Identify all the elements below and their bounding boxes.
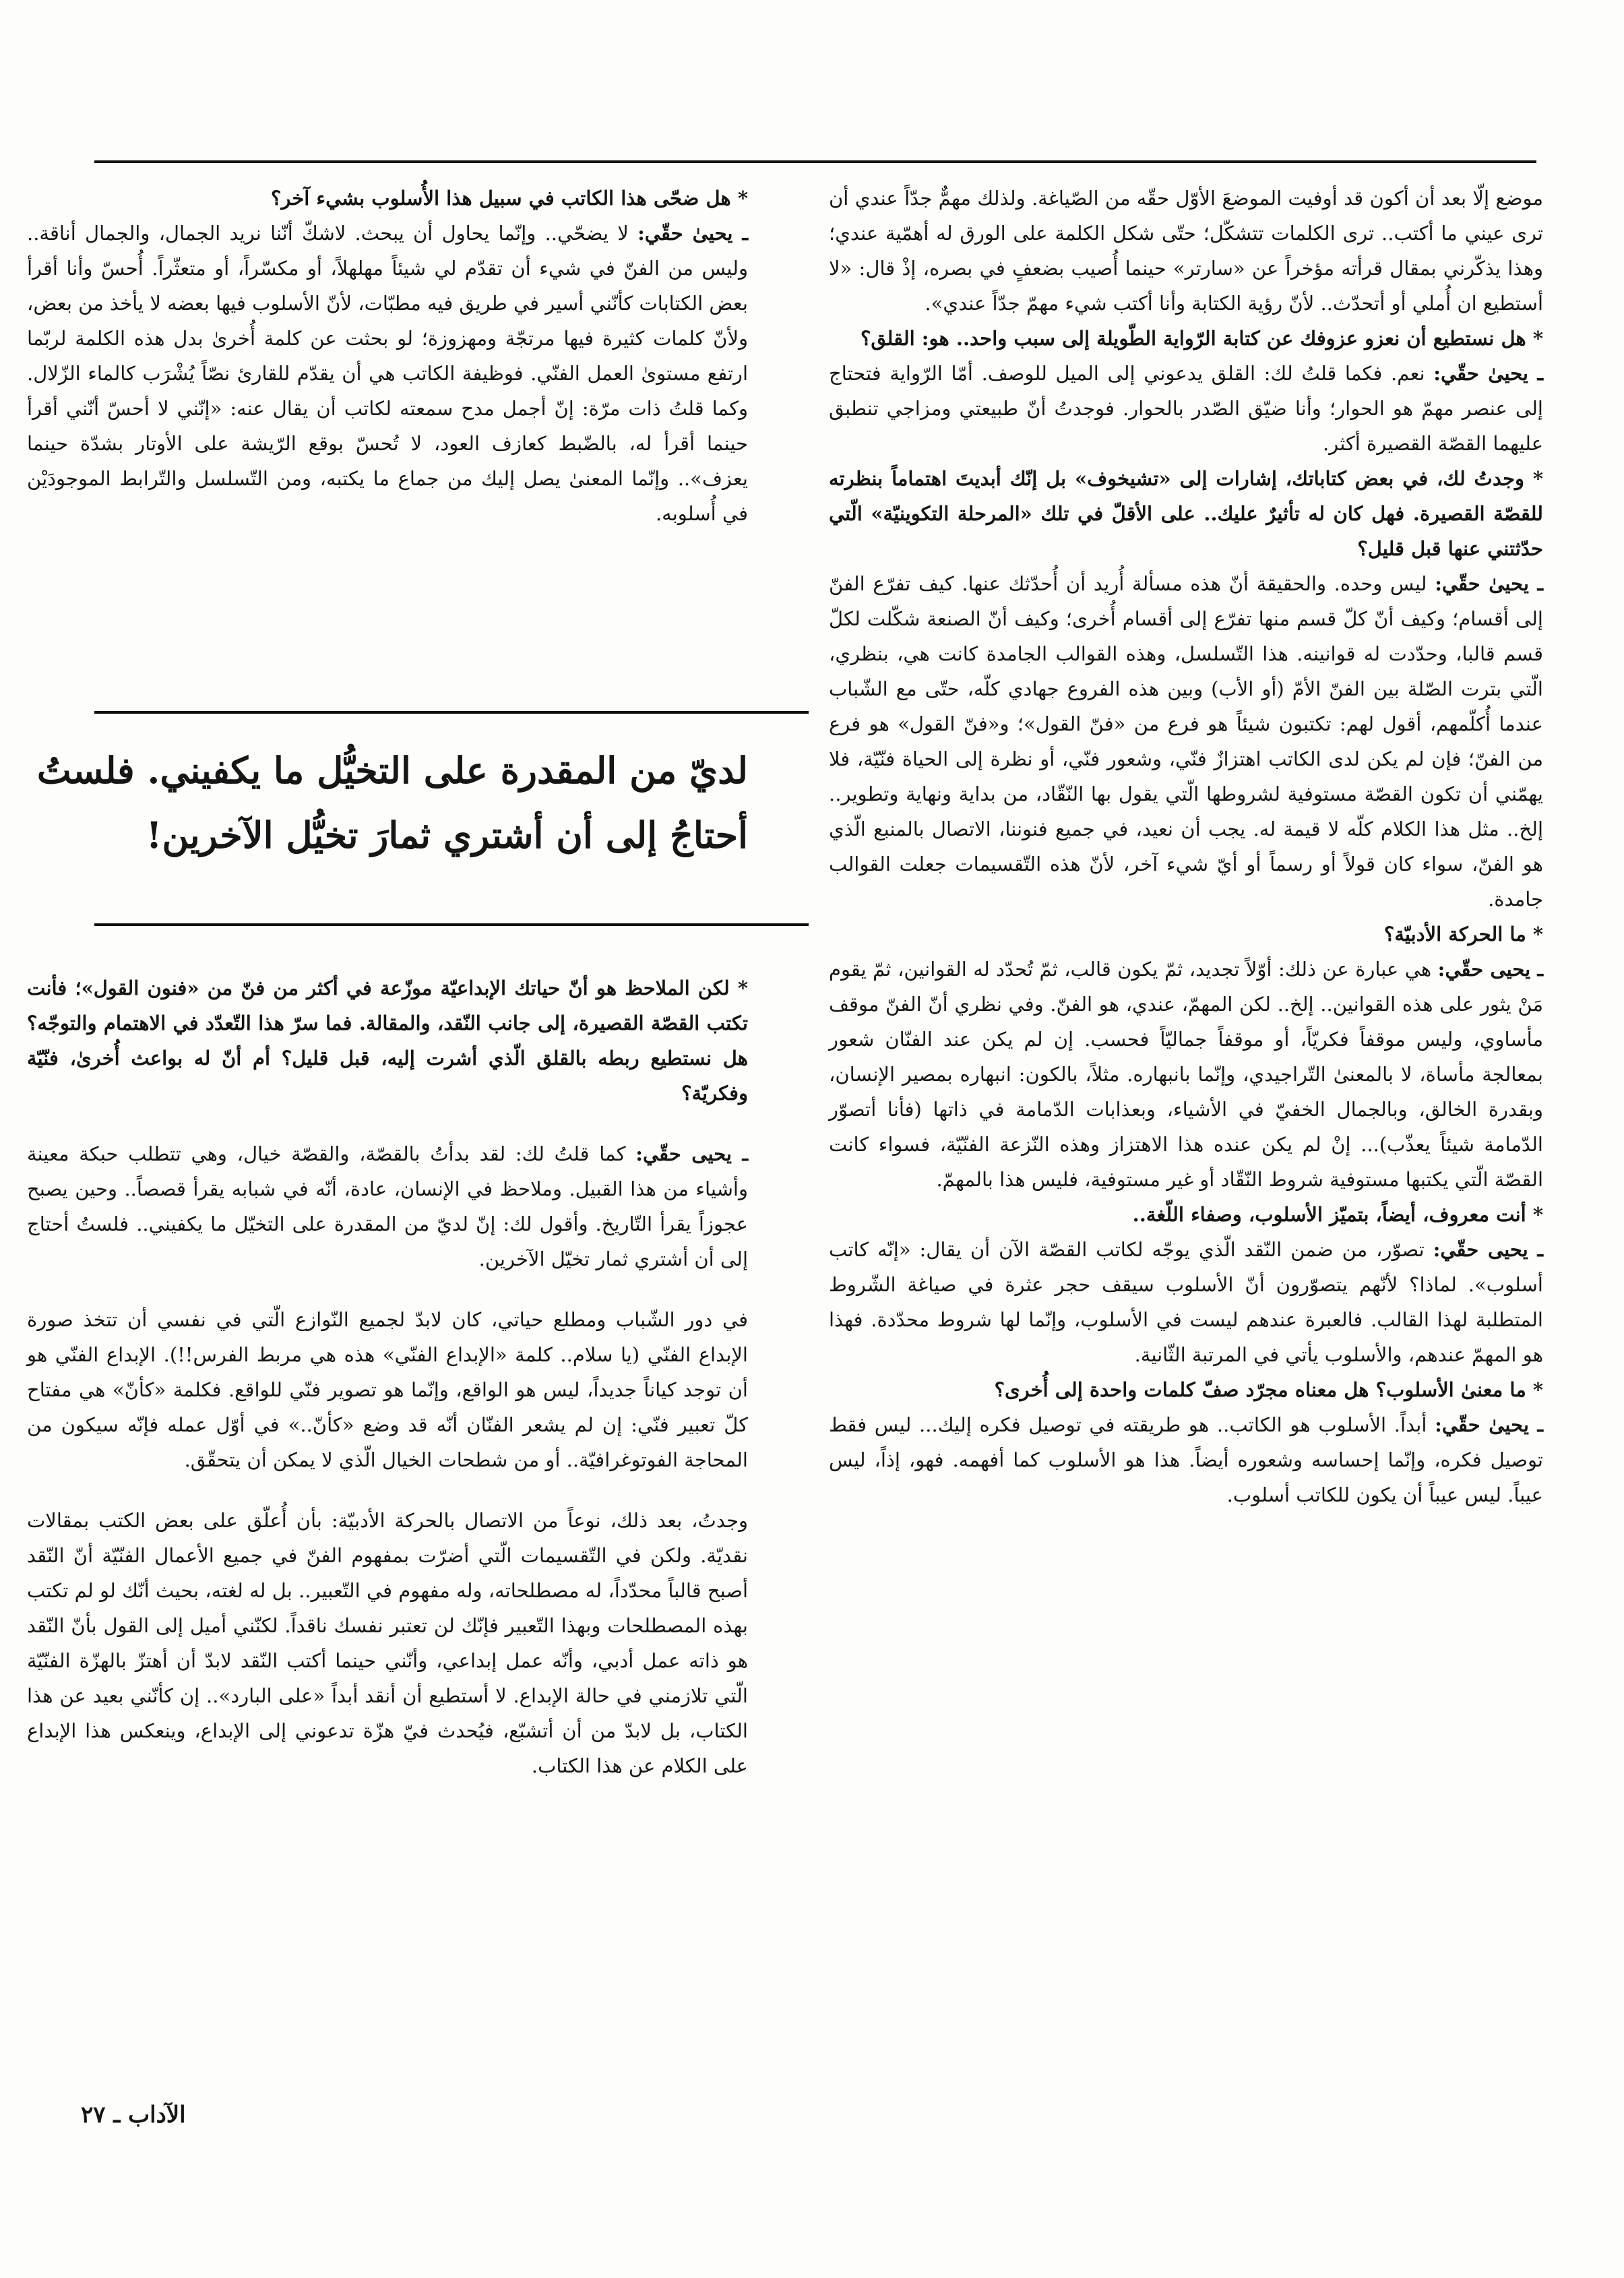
answer-text: هي عبارة عن ذلك: أوّلاً تجديد، ثمّ يكون قالب، ثمّ تُحدّد له القوانين، ثمّ يقوم مَنْ يثور على هذه القوانين.. إلخ.. لكن المهمّ، عندي، هو الفنّ. وفي نظري أنّ الفنّ موقف مأساوي، وليس موقفاً فكريّاً، أو موقفاً جماليّاً فحسب. إن لم يكن عند الفنّان شعور بمعالجة مأساة، لا بالمعنىٰ التّراجيدي، وإنّما بانبهاره. مثلاً، بالكون: انبهاره بمصير الإنسان، وبقدرة الخالق، وبالجمال الخفيّ في الأشياء، وبعذابات الدّمامة في ذاتها (فأنا أتصوّر الدّمامة شيئاً يعذّب)... إنْ لم يكن عنده هذا الاهتزاز وهذه النّزعة الفنّيّة، فسواء كانت القصّة الّتي يكتبها مستوفية شروط النّقّاد أو غير مستوفية، فليس هذا بالمهمّ. bbox=[829, 958, 1544, 1191]
speaker-label: ـ يحيى حقّي: bbox=[1433, 1238, 1544, 1261]
interview-question: * هل نستطيع أن نعزو عزوفك عن كتابة الرّواية الطّويلة إلى سبب واحد.. هو: القلق؟ bbox=[860, 327, 1543, 350]
left-column-bottom bbox=[27, 971, 748, 1783]
answer-text: لا يضحّي.. وإنّما يحاول أن يبحث. لاشكّ أنّنا نريد الجمال، والجمال أناقة.. وليس من الفنّ في شيء أن تقدّم لي شيئاً مهلهلاً، أو مكسّراً، أو متعثّراً. أُحسّ وأنا أقرأ بعض الكتابات كأنّني أسير في طريق فيه مطبّات، لأنّ الأسلوب فيها بعضه لا يأخذ من بعض، ولأنّ كلمات كثيرة فيها مرتجّة ومهزوزة؛ لو بحثت عن كلمة أُخرىٰ بدل هذه الكلمة لربّما ارتفع مستوىٰ العمل الفنّي. فوظيفة الكاتب هي أن يقدّم للقارئ نصّاً يُشْرَب كالماء الزّلال. وكما قلتُ ذات مرّة: إنّ أجمل مدح سمعته لكاتب أن يقال عنه: «إنّني لا أحسّ أنّني أقرأ حينما أقرأ له، بالضّبط كعازف العود، لا تُحسّ بوقع الرّيشة على الأوتار بشدّة حينما يعزف».. وإنّما المعنىٰ يصل إليك من جماع ما يكتبه، ومن التّسلسل والتّرابط الموجودَيْن في أُسلوبه. bbox=[27, 222, 748, 525]
right-column bbox=[829, 181, 1543, 1512]
speaker-label: ـ يحيى حقّي: bbox=[635, 1142, 749, 1165]
interview-answer bbox=[27, 1136, 748, 1276]
interview-answer bbox=[27, 216, 748, 531]
answer-text: تصوّر، من ضمن النّقد الّذي يوجّه لكاتب القصّة الآن أن يقال: «إنّه كاتب أسلوب». لماذا؟ لأنّهم يتصوّرون أنّ الأسلوب سيقف حجر عثرة في صياغة الشّروط المتطلبة لهذا القالب. فالعبرة عندهم ليست في الأسلوب، وإنّما لها شروط محدّدة. فهذا هو المهمّ عندهم، والأسلوب يأتي في المرتبة الثّانية. bbox=[829, 1238, 1543, 1366]
interview-question: * ما الحركة الأدبيّة؟ bbox=[1383, 923, 1543, 946]
interview-answer bbox=[829, 1407, 1543, 1512]
left-column-top bbox=[27, 181, 748, 531]
page-footer: الآداب ـ ٢٧ bbox=[81, 2101, 186, 2128]
interview-question: * ما معنىٰ الأسلوب؟ هل معناه مجرّد صفّ كلمات واحدة إلى أُخرى؟ bbox=[994, 1378, 1543, 1401]
top-rule bbox=[94, 160, 1536, 163]
interview-answer bbox=[829, 1232, 1543, 1372]
speaker-label: ـ يحيىٰ حقّي: bbox=[637, 222, 749, 245]
paragraph: وجدتُ، بعد ذلك، نوعاً من الاتصال بالحركة الأدبيّة: بأن أُعلّق على بعض الكتب بمقالات نقديّة. ولكن في التّقسيمات الّتي أضرّت بمفهوم الفنّ في جميع الأعمال الفنّيّة أنّ النّقد أصبح قالباً محدّداً، له مصطلحاته، وله مفهوم في التّعبير.. بل له لغته، بحيث أنّك لو لم تكتب بهذه المصطلحات وبهذا التّعبير فإنّك لن تعتبر نفسك ناقداً. لكنّني أميل إلى القول بأنّ النّقد هو ذاته عمل أدبي، وأنّه عمل إبداعي، وأنّني حينما أكتب النّقد لابدّ أن أهتزّ بالهزّة الفنّيّة الّتي تلازمني في حالة الإبداع. لا أستطيع أن أنقد أبداً «على البارد».. إن كأنّني بعيد عن هذا الكتاب، بل لابدّ من أن أتشبّع، فيُحدث فيّ هزّة تدعوني إلى الإبداع، وينعكس هذا الإبداع على الكلام عن هذا الكتاب. bbox=[27, 1509, 748, 1777]
pull-quote: لديّ من المقدرة على التخيُّل ما يكفيني. فلستُ أحتاجُ إلى أن أشتري ثمارَ تخيُّل الآخرين! bbox=[36, 749, 748, 857]
answer-text: أبداً. الأسلوب هو الكاتب.. هو طريقته في توصيل فكره إليك... ليس فقط توصيل فكره، وإنّما إحساسه وشعوره أيضاً. هذا هو الأسلوب كما أفهمه. فهو، إذاً، ليس عيباً. ليس عيباً أن يكون للكاتب أسلوب. bbox=[829, 1413, 1543, 1506]
pull-quote-bottom-rule bbox=[94, 923, 809, 926]
paragraph: في دور الشّباب ومطلع حياتي، كان لابدّ لجميع النّوازع الّتي في نفسي أن تتخذ صورة الإبداع الفنّي (يا سلام.. كلمة «الإبداع الفنّي» هذه هي مربط الفرس!!). الإبداع الفنّي هو أن توجد كياناً جديداً، ليس هو الواقع، وإنّما هو تصوير فنّي للواقع. فكلمة «كأنّ» هي مفتاح كلّ تعبير فنّي: إن لم يشعر الفنّان أنّه قد وضع «كأنّ..» في أوّل عمله فإنّه سيكون من المحاجة الفوتوغرافيّة.. أو من شطحات الخيال الّذي لا يمكن أن يتحقّق. bbox=[27, 1308, 748, 1471]
interview-question: * وجدتُ لك، في بعض كتاباتك، إشارات إلى «تشيخوف» بل إنّك أبديتَ اهتماماً بنظرته للقصّة القصيرة. فهل كان له تأثيرٌ عليك.. على الأقلّ في تلك «المرحلة التكوينيّة» الّتي حدّثتني عنها قبل قليل؟ bbox=[829, 467, 1543, 560]
interview-answer bbox=[829, 952, 1543, 1197]
speaker-label: ـ يحيىٰ حقّي: bbox=[1435, 572, 1544, 595]
interview-question: * هل ضحّى هذا الكاتب في سبيل هذا الأُسلوب بشيء آخر؟ bbox=[270, 187, 748, 210]
interview-question: * أنت معروف، أيضاً، بتميّز الأسلوب، وصفاء اللّغة.. bbox=[1132, 1203, 1543, 1226]
speaker-label: ـ يحيىٰ حقّي: bbox=[1435, 1413, 1544, 1436]
answer-text: ليس وحده. والحقيقة أنّ هذه مسألة أُريد أن أُحدّثك عنها. كيف تفرّع الفنّ إلى أقسام؛ وكيف أنّ كلّ قسم منها تفرّع إلى أقسام أُخرى؛ وكيف أنّ الصنعة شكّلت لكلّ قسم قالبا، وحدّدت له قوانينه. هذا التّسلسل، وهذه القوالب الجامدة كانت هي، بنظري، الّتي بترت الصّلة بين الفنّ الأمّ (أو الأب) وبين هذه الفروع جهادي كلّه، حتّى مع الشّباب عندما أُكلّمهم، أقول لهم: تكتبون شيئاً هو فرع من «فنّ القول»؛ و«فنّ القول» هو فرع من الفنّ؛ فإن لم يكن لدى الكاتب اهتزازٌ فنّي، وشعور فنّي، أو نظرة إلى الحياة فنّيّة، فلا يهمّني أن تكون القصّة مستوفية لشروطها الّتي يقول بها النّقّاد، من بداية ونهاية وتطوير.. إلخ.. مثل هذا الكلام كلّه لا قيمة له. يجب أن نعيد، في جميع فنوننا، الاتصال بالمنبع الّذي هو الفنّ، سواء كان قولاً أو رسماً أو أيّ شيء آخر، لأنّ هذه التّقسيمات جعلت القوالب جامدة. bbox=[829, 572, 1544, 911]
answer-text: كما قلتُ لك: لقد بدأتُ بالقصّة، والقصّة خيال، وهي تتطلب حبكة معينة وأشياء من هذا القبيل. وملاحظ في الإنسان، عادة، أنّه في شبابه يقرأ قصصاً.. وحين يصبح عجوزاً يقرأ التّاريخ. وأقول لك: إنّ لديّ من المقدرة على التخيّل ما يكفيني.. فلستُ أحتاج إلى أن أشتري ثمار تخيّل الآخرين. bbox=[27, 1142, 748, 1270]
interview-question: * لكن الملاحظ هو أنّ حياتك الإبداعيّة موزّعة في أكثر من فنّ من «فنون القول»؛ فأنت تكتب القصّة القصيرة، إلى جانب النّقد، والمقالة. فما سرّ هذا التّعدّد في الاهتمام والتوجّه؟ هل نستطيع ربطه بالقلق الّذي أشرت إليه، قبل قليل؟ أم أنّ له بواعث أُخرىٰ، فنّيّة وفكريّة؟ bbox=[27, 977, 748, 1105]
answer-text: نعم. فكما قلتُ لك: القلق يدعوني إلى الميل للوصف. أمّا الرّواية فتحتاج إلى عنصر مهمّ هو الحوار؛ وأنا ضيّق الصّدر بالحوار. فوجدتُ أنّ طبيعتي ومزاجي تنطبق عليهما القصّة القصيرة أكثر. bbox=[829, 362, 1543, 455]
speaker-label: ـ يحيى حقّي: bbox=[1437, 958, 1543, 981]
interview-answer bbox=[829, 566, 1543, 917]
pull-quote-top-rule bbox=[94, 711, 809, 714]
speaker-label: ـ يحيىٰ حقّي: bbox=[1433, 362, 1544, 385]
paragraph: موضع إلّا بعد أن أكون قد أوفيت الموضعَ الأوّل حقّه من الصّياغة. ولذلك مهمٌّ جدّاً عندي أن ترى عيني ما أكتب.. ترى الكلمات تتشكّل؛ حتّى شكل الكلمة على الورق له أهمّية عندي؛ وهذا يذكّرني بمقال قرأته مؤخراً عن «سارتر» حينما أُصيب بضعفٍ في بصره، إذْ قال: «لا أستطيع ان أُملي أو أتحدّث.. لأنّ رؤية الكتابة وأنا أكتب شيء مهمّ جدّاً عندي». bbox=[829, 187, 1543, 315]
interview-answer bbox=[829, 356, 1543, 461]
